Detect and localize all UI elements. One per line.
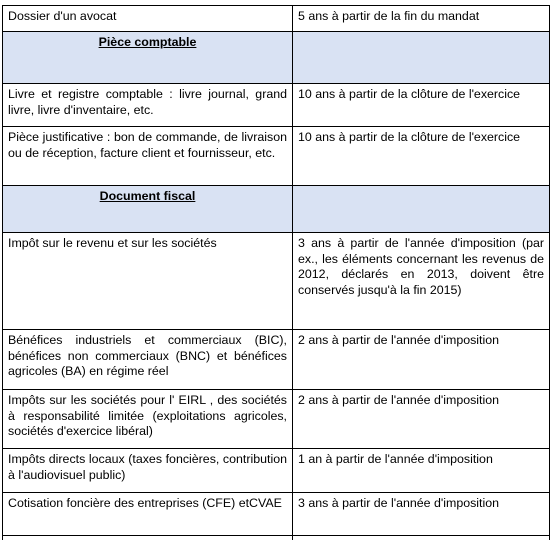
- document-cell: Pièce justificative : bon de commande, de livraison ou de réception, facture client et fournisseur, etc.: [3, 127, 293, 186]
- table-row-continuation: [3, 536, 550, 541]
- table-row: [3, 6, 550, 32]
- section-heading: Pièce comptable: [3, 32, 293, 84]
- duration-cell: 3 ans à partir de l'année d'imposition: [293, 493, 550, 536]
- duration-cell: 2 ans à partir de l'année d'imposition: [293, 330, 550, 390]
- duration-cell: 10 ans à partir de la clôture de l'exercice: [293, 84, 550, 127]
- document-cell: Cotisation foncière des entreprises (CFE) etCVAE: [3, 493, 293, 536]
- section-row: [3, 186, 550, 233]
- document-cell: Dossier d'un avocat: [3, 6, 293, 32]
- table-row: [3, 233, 550, 330]
- document-cell: Bénéfices industriels et commerciaux (BIC), bénéfices non commerciaux (BNC) et bénéfices agricoles (BA) en régime réel: [3, 330, 293, 390]
- document-cell: Livre et registre comptable : livre journal, grand livre, livre d'inventaire, etc.: [3, 84, 293, 127]
- document-cell: Impôt sur le revenu et sur les sociétés: [3, 233, 293, 330]
- continuation-cell: [3, 536, 293, 541]
- table-row: [3, 84, 550, 127]
- section-row: [3, 32, 550, 84]
- continuation-cell: [293, 536, 550, 541]
- document-cell: Impôts sur les sociétés pour l' EIRL , des sociétés à responsabilité limitée (exploitations agricoles, sociétés d'exercice libéral): [3, 390, 293, 449]
- retention-table: [2, 5, 550, 540]
- document-cell: Impôts directs locaux (taxes foncières, contribution à l'audiovisuel public): [3, 449, 293, 493]
- duration-cell: 3 ans à partir de l'année d'imposition (par ex., les éléments concernant les revenus de 2012, déclarés en 2013, doivent être conservés jusqu'à la fin 2015): [293, 233, 550, 330]
- section-empty-cell: [293, 186, 550, 233]
- section-empty-cell: [293, 32, 550, 84]
- section-heading: Document fiscal: [3, 186, 293, 233]
- duration-cell: 2 ans à partir de l'année d'imposition: [293, 390, 550, 449]
- duration-cell: 5 ans à partir de la fin du mandat: [293, 6, 550, 32]
- duration-cell: 1 an à partir de l'année d'imposition: [293, 449, 550, 493]
- table-row: [3, 330, 550, 390]
- table-row: [3, 127, 550, 186]
- table-row: [3, 390, 550, 449]
- duration-cell: 10 ans à partir de la clôture de l'exercice: [293, 127, 550, 186]
- table-row: [3, 493, 550, 536]
- table-row: [3, 449, 550, 493]
